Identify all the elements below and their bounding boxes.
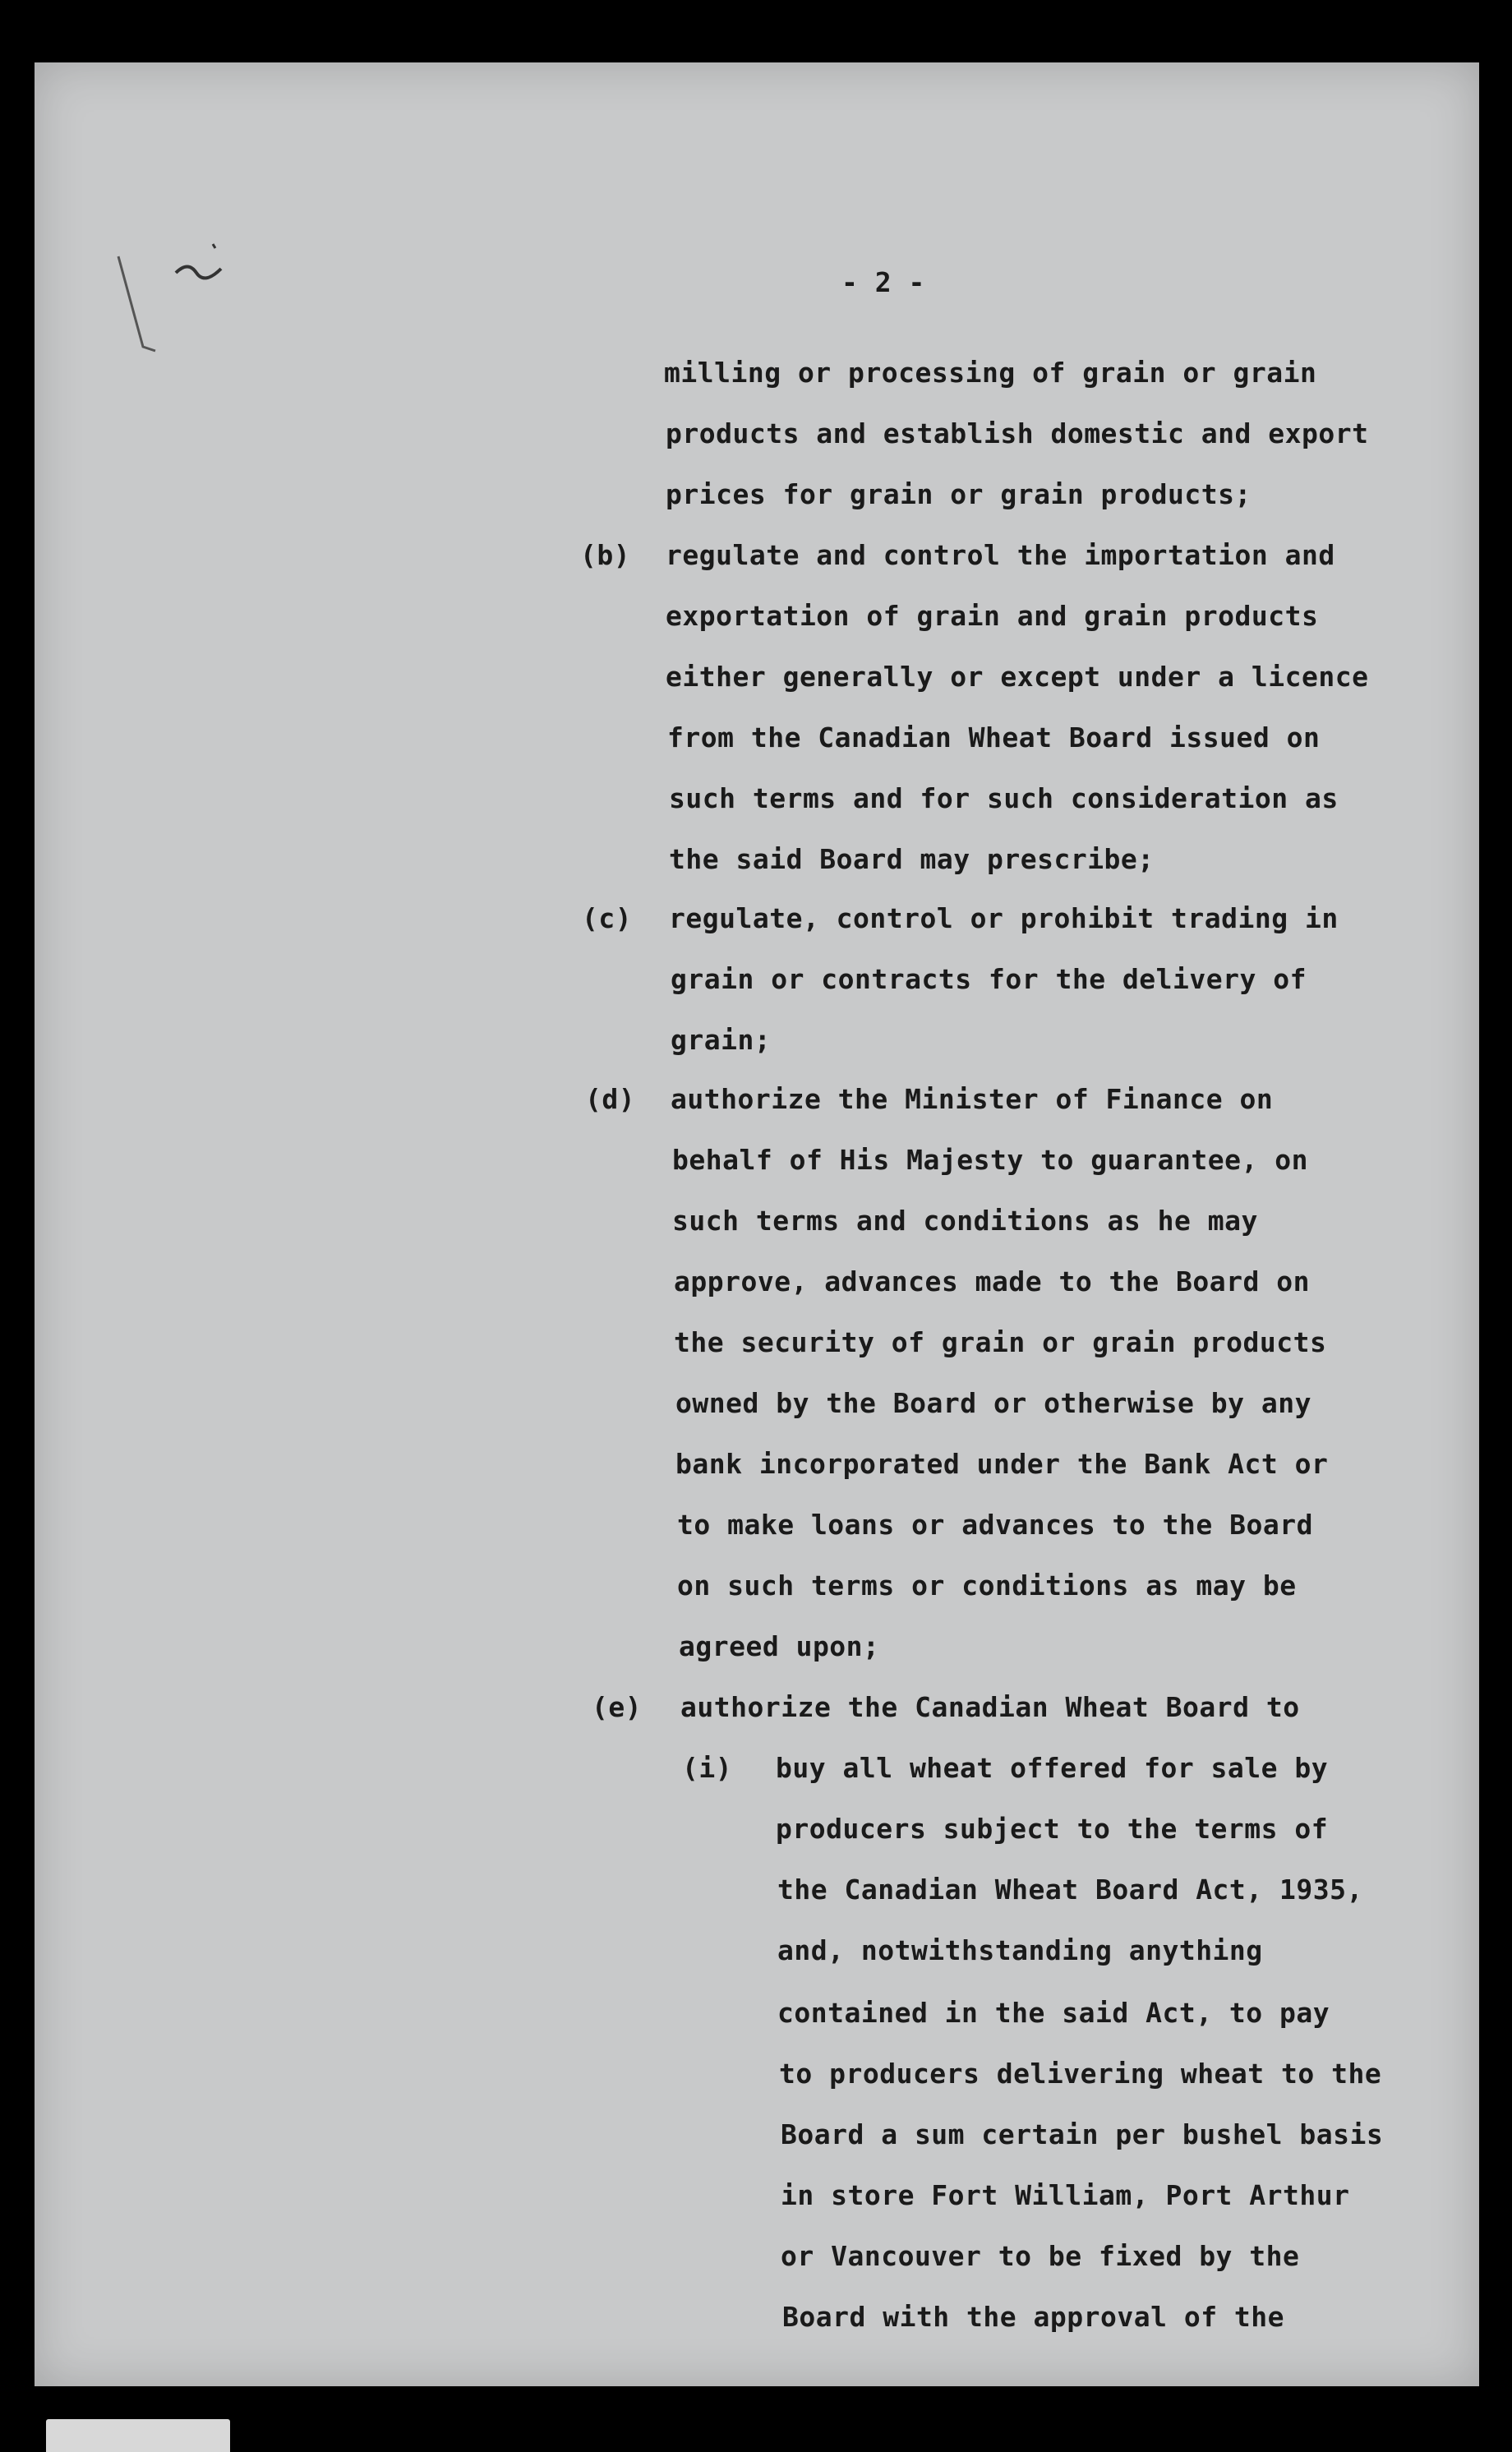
item-marker: (c) <box>582 902 633 934</box>
item-line: authorize the Minister of Finance on <box>671 1083 1274 1115</box>
subitem-line: producers subject to the terms of <box>776 1813 1329 1845</box>
subitem-line: and, notwithstanding anything <box>777 1934 1263 1966</box>
item-line: such terms and for such consideration as <box>669 782 1339 814</box>
continuation-line: products and establish domestic and export <box>666 417 1369 449</box>
subitem-line: buy all wheat offered for sale by <box>776 1752 1329 1784</box>
item-line: agreed upon; <box>679 1630 880 1662</box>
item-line: on such terms or conditions as may be <box>677 1569 1297 1602</box>
item-line: authorize the Canadian Wheat Board to <box>680 1691 1300 1723</box>
continuation-line: prices for grain or grain products; <box>666 478 1252 510</box>
item-line: either generally or except under a licence <box>666 661 1369 693</box>
subitem-line: in store Fort William, Port Arthur <box>781 2179 1350 2211</box>
item-line: behalf of His Majesty to guarantee, on <box>672 1144 1308 1176</box>
continuation-line: milling or processing of grain or grain <box>664 357 1317 389</box>
scan-edge-strip <box>46 2419 230 2452</box>
item-line: exportation of grain and grain products <box>666 600 1319 632</box>
document-page <box>35 62 1479 2386</box>
subitem-line: to producers delivering wheat to the <box>779 2058 1382 2090</box>
item-line: approve, advances made to the Board on <box>674 1265 1310 1297</box>
handwritten-mark <box>110 224 233 363</box>
subitem-line: Board a sum certain per bushel basis <box>781 2118 1384 2150</box>
item-line: the said Board may prescribe; <box>669 843 1155 875</box>
subitem-line: Board with the approval of the <box>782 2301 1285 2333</box>
subitem-line: or Vancouver to be fixed by the <box>781 2240 1300 2272</box>
item-line: grain or contracts for the delivery of <box>671 963 1307 995</box>
item-line: such terms and conditions as he may <box>672 1205 1258 1237</box>
item-line: the security of grain or grain products <box>674 1326 1327 1358</box>
item-marker: (b) <box>580 539 631 571</box>
subitem-marker: (i) <box>682 1752 733 1784</box>
subitem-line: the Canadian Wheat Board Act, 1935, <box>777 1874 1363 1906</box>
subitem-line: contained in the said Act, to pay <box>777 1997 1330 2029</box>
item-line: from the Canadian Wheat Board issued on <box>667 721 1321 754</box>
item-line: grain; <box>671 1024 772 1056</box>
item-line: to make loans or advances to the Board <box>677 1509 1313 1541</box>
item-line: owned by the Board or otherwise by any <box>675 1387 1311 1419</box>
item-marker: (d) <box>585 1083 636 1115</box>
item-line: regulate, control or prohibit trading in <box>669 902 1339 934</box>
item-marker: (e) <box>592 1691 643 1723</box>
item-line: regulate and control the importation and <box>666 539 1335 571</box>
item-line: bank incorporated under the Bank Act or <box>675 1448 1329 1480</box>
page-number: - 2 - <box>841 266 925 298</box>
